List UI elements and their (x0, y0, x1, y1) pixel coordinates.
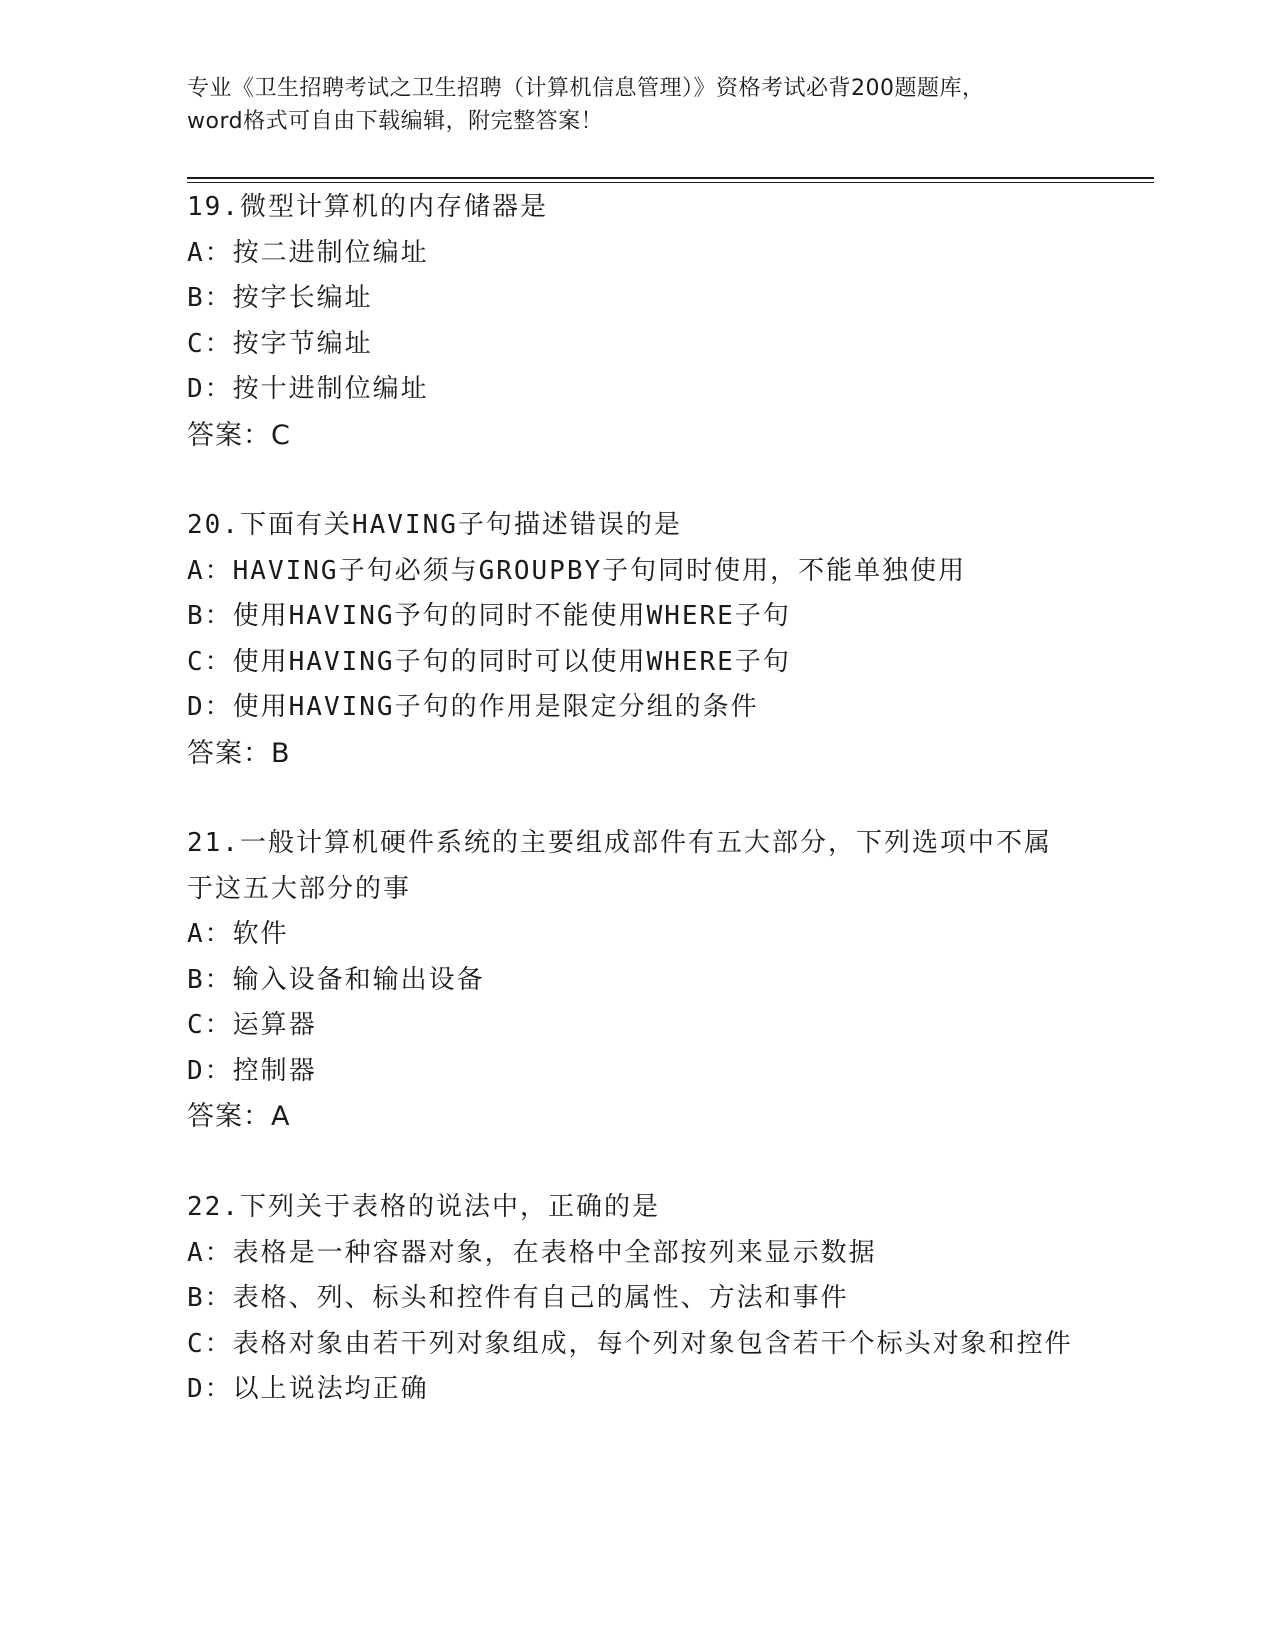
option-c: C：按字节编址 (187, 328, 373, 359)
answer-text: 答案：C (187, 419, 291, 451)
option-c: C：运算器 (187, 1010, 317, 1040)
header-divider (187, 177, 1154, 179)
question-stem: 20.下面有关HAVING子句描述错误的是 (187, 510, 682, 540)
question-22 (187, 1185, 1077, 1413)
question-19 (187, 185, 1077, 458)
question-20 (187, 503, 1077, 776)
option-d: D：控制器 (187, 1055, 317, 1086)
answer-text: 答案：A (187, 1101, 291, 1132)
option-d: D：使用HAVING子句的作用是限定分组的条件 (187, 692, 759, 722)
option-b: B：使用HAVING予句的同时不能使用WHERE子句 (187, 601, 791, 631)
option-a: A：HAVING子句必须与GROUPBY子句同时使用，不能单独使用 (187, 555, 967, 586)
option-c: C：表格对象由若干列对象组成，每个列对象包含若干个标头对象和控件 (187, 1328, 1073, 1359)
question-stem: 22.下列关于表格的说法中，正确的是 (187, 1192, 660, 1222)
option-b: B：按字长编址 (187, 283, 373, 313)
question-21 (187, 821, 1077, 1140)
answer-text: 答案：B (187, 737, 291, 769)
header-divider-thin (187, 182, 1154, 183)
option-b: B：输入设备和输出设备 (187, 964, 485, 995)
option-a: A：软件 (187, 919, 289, 949)
option-a: A：表格是一种容器对象，在表格中全部按列来显示数据 (187, 1237, 877, 1268)
question-stem: 19.微型计算机的内存储器是 (187, 192, 548, 222)
header-title-line: 专业《卫生招聘考试之卫生招聘（计算机信息管理）》资格考试必背200题题库， (187, 76, 985, 101)
header-subtitle-line: word格式可自由下载编辑，附完整答案！ (187, 109, 604, 134)
option-d: D：按十进制位编址 (187, 374, 429, 404)
option-d: D：以上说法均正确 (187, 1374, 429, 1404)
question-stem: 21.一般计算机硬件系统的主要组成部件有五大部分，下列选项中不属于这五大部分的事 (187, 828, 1052, 904)
option-b: B：表格、列、标头和控件有自己的属性、方法和事件 (187, 1283, 849, 1313)
option-a: A：按二进制位编址 (187, 237, 429, 268)
document-header (187, 72, 1087, 138)
option-c: C：使用HAVING子句的同时可以使用WHERE子句 (187, 646, 791, 677)
